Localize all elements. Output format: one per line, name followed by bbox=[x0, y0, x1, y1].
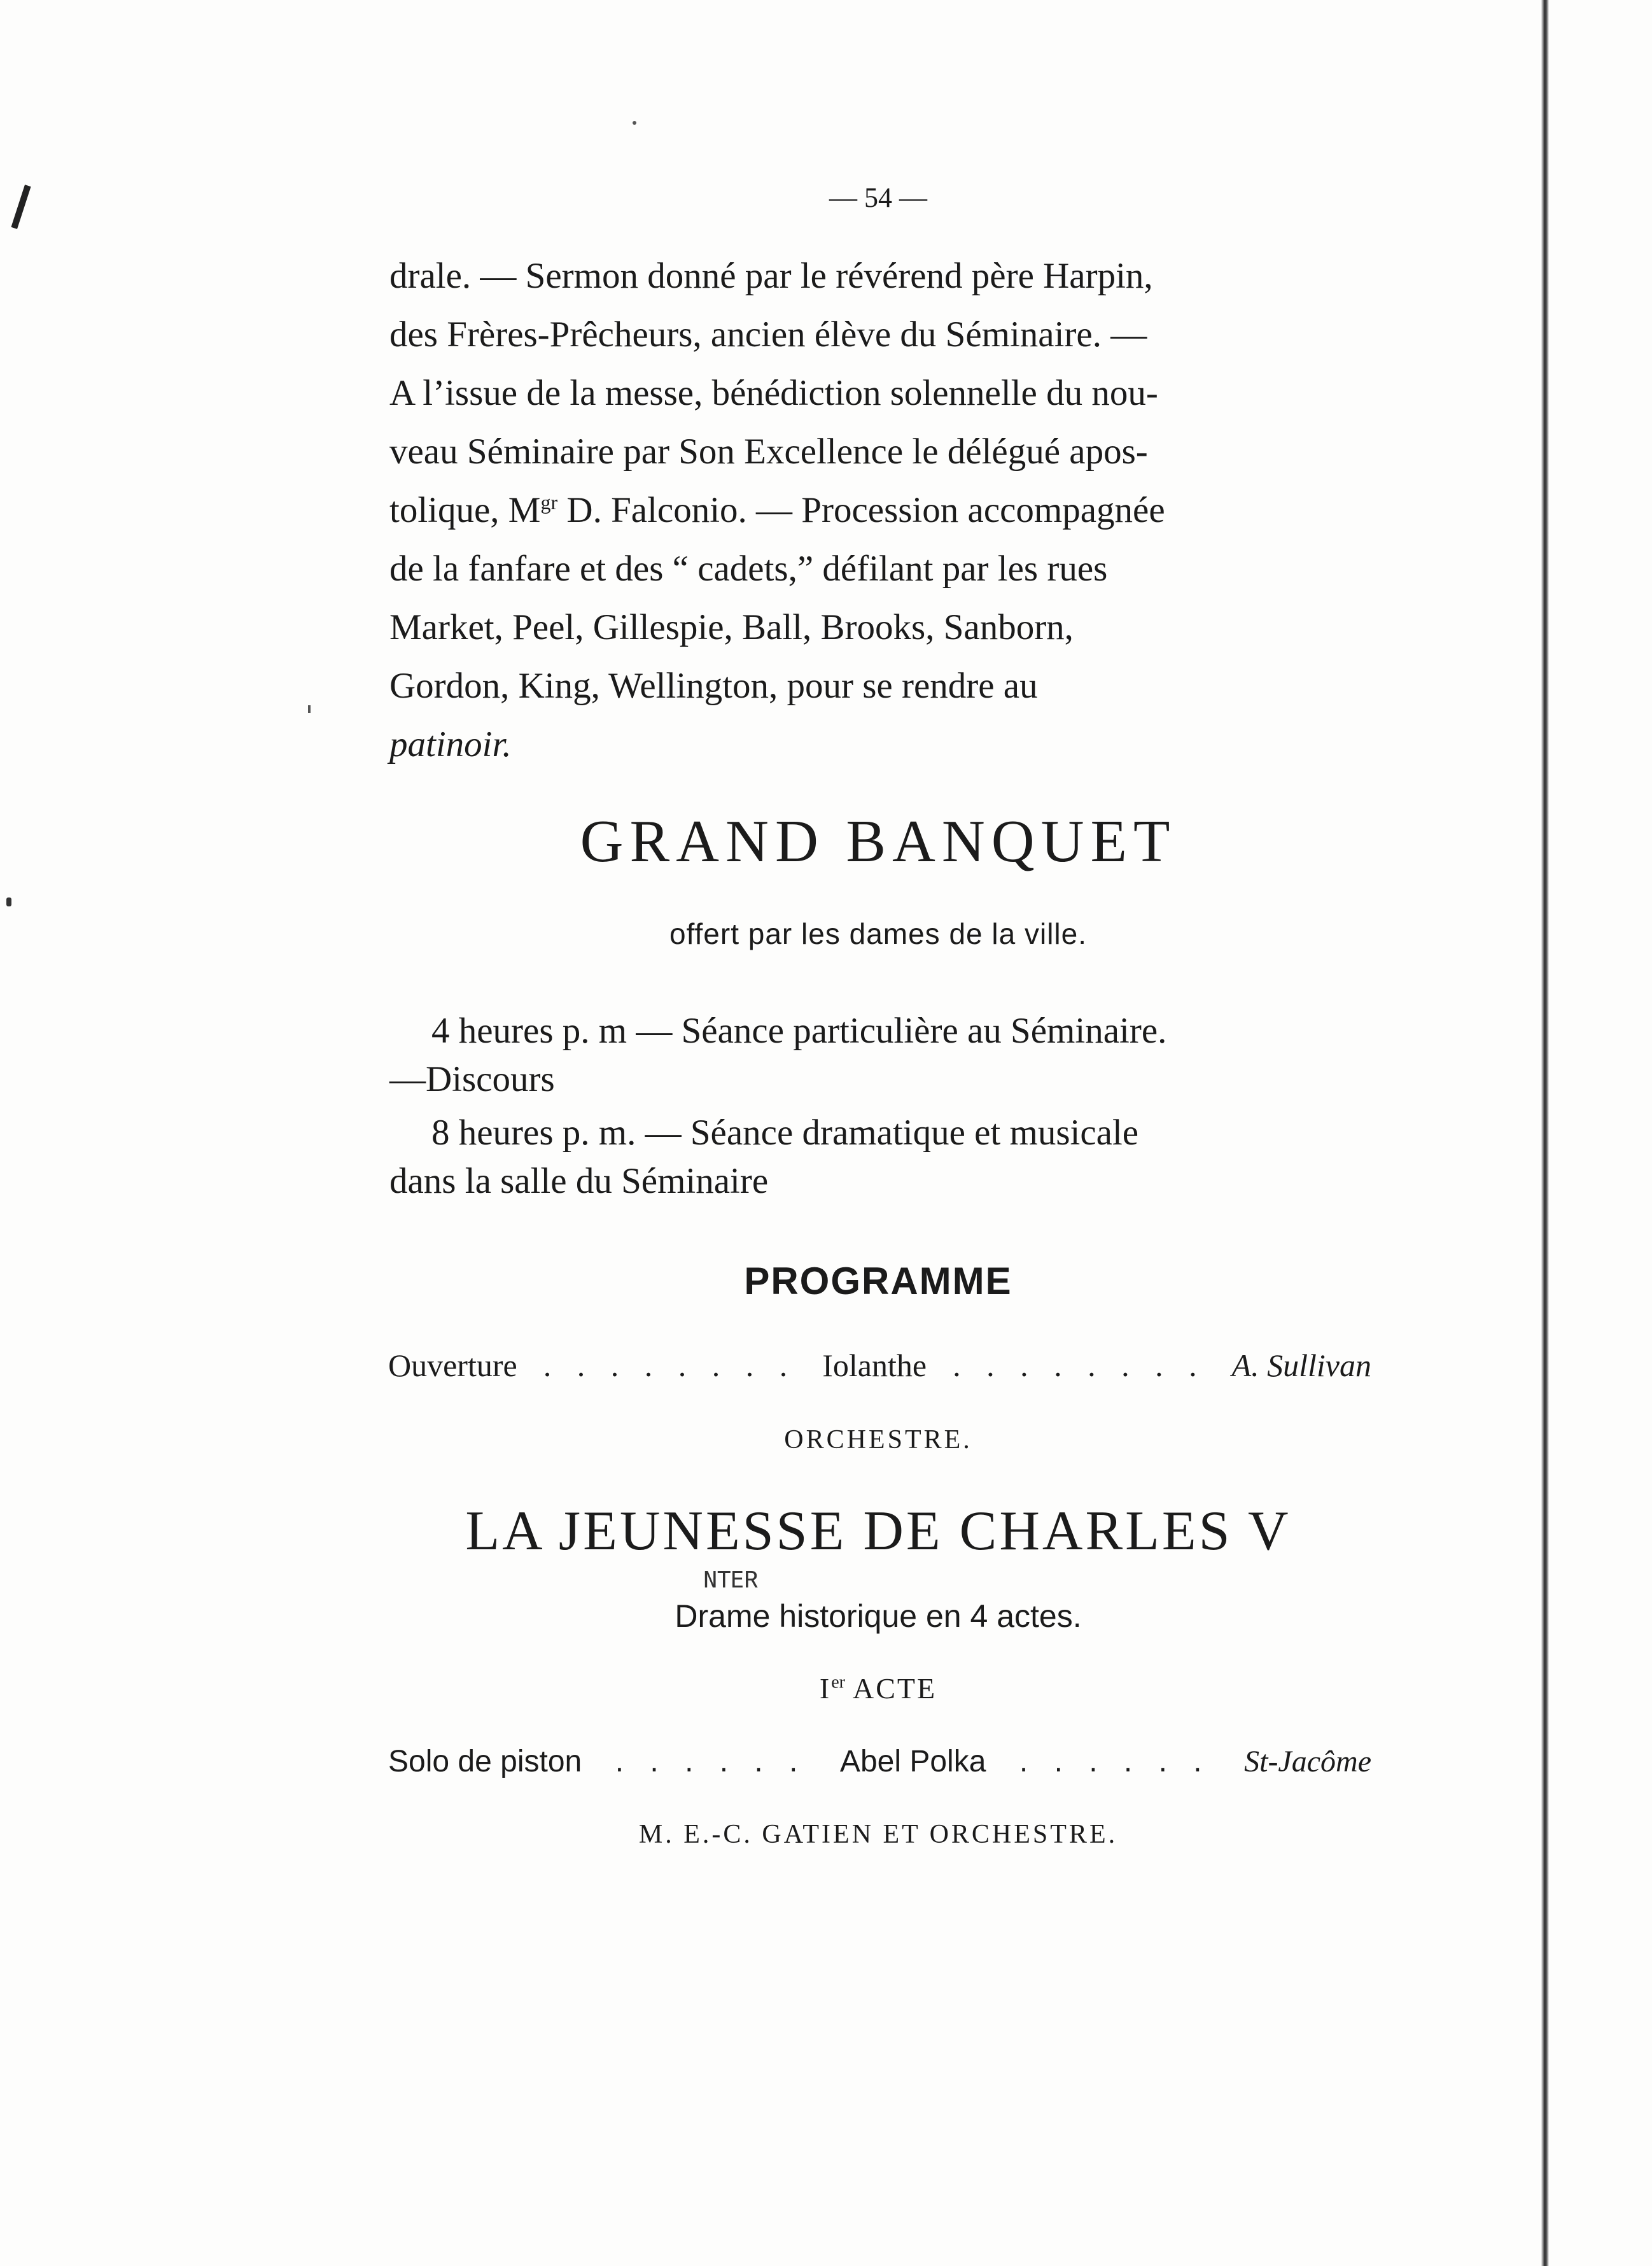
paragraph-line-part: D. Falconio. — Procession accompagnée bbox=[557, 490, 1165, 530]
leader-dots: . . . . . . bbox=[615, 1745, 807, 1778]
bleed-through-mark: ЯƎTИ bbox=[703, 1567, 759, 1593]
schedule-line bbox=[389, 1007, 1369, 1055]
spacer bbox=[389, 1104, 1369, 1109]
programme-heading: PROGRAMME bbox=[744, 1260, 1012, 1302]
page-binding-edge bbox=[1541, 0, 1549, 2266]
document-page bbox=[382, 0, 1375, 2266]
scan-artifact bbox=[308, 705, 311, 713]
leader-dots: . . . . . . bbox=[1019, 1745, 1211, 1778]
programme-entry bbox=[388, 1744, 1371, 1779]
paragraph-line-text: Market, Peel, Gillespie, Ball, Brooks, Sanborn, bbox=[389, 607, 1074, 647]
page-number: — 54 — bbox=[829, 182, 927, 213]
schedule-text: dans la salle du Séminaire bbox=[389, 1161, 769, 1201]
leader-dots: . . . . . . . . bbox=[543, 1348, 797, 1383]
entry-performer: M. E.-C. GATIEN ET ORCHESTRE. bbox=[638, 1820, 1118, 1849]
entry-composer: St-Jacôme bbox=[1244, 1745, 1372, 1778]
paragraph-line-text: patinoir. bbox=[389, 724, 512, 764]
paragraph-line bbox=[389, 306, 1369, 364]
entry-composer: A. Sullivan bbox=[1231, 1348, 1371, 1383]
act-heading bbox=[382, 1671, 1375, 1705]
schedule-line bbox=[389, 1055, 1369, 1104]
schedule bbox=[389, 1007, 1369, 1206]
schedule-text: 4 heures p. m — Séance particulière au Séminaire. bbox=[431, 1011, 1167, 1051]
body-paragraph bbox=[389, 247, 1369, 774]
paragraph-line-text: des Frères-Prêcheurs, ancien élève du Séminaire. — bbox=[389, 314, 1147, 355]
act-number-suffix: er bbox=[831, 1672, 845, 1692]
play-subtitle: Drame historique en 4 actes. bbox=[675, 1598, 1082, 1634]
paragraph-line-text: drale. — Sermon donné par le révérend père Harpin, bbox=[389, 256, 1153, 296]
paragraph-line bbox=[389, 364, 1369, 423]
entry-piece: Abel Polka bbox=[839, 1745, 986, 1778]
programme-entry bbox=[388, 1347, 1371, 1384]
act-word: ACTE bbox=[852, 1672, 937, 1705]
entry-title: Solo de piston bbox=[388, 1745, 582, 1778]
paragraph-line bbox=[389, 598, 1369, 657]
schedule-text: —Discours bbox=[389, 1059, 555, 1099]
paragraph-line bbox=[389, 247, 1369, 306]
paragraph-line bbox=[389, 715, 1369, 774]
paragraph-line-text: de la fanfare et des “ cadets,” défilant par les rues bbox=[389, 549, 1108, 589]
leader-dots: . . . . . . . . bbox=[953, 1348, 1206, 1383]
monseigneur-superscript: gr bbox=[540, 491, 558, 514]
entry-performer: ORCHESTRE. bbox=[784, 1425, 972, 1454]
paragraph-line bbox=[389, 481, 1369, 540]
banquet-subtitle: offert par les dames de la ville. bbox=[669, 917, 1088, 950]
schedule-text: 8 heures p. m. — Séance dramatique et musicale bbox=[431, 1113, 1139, 1153]
paragraph-line bbox=[389, 540, 1369, 598]
entry-title: Ouverture bbox=[388, 1348, 517, 1383]
paragraph-line-text: veau Séminaire par Son Excellence le délégué apos- bbox=[389, 432, 1148, 472]
banquet-heading: GRAND BANQUET bbox=[580, 808, 1177, 875]
paragraph-line bbox=[389, 423, 1369, 481]
paragraph-line-text bbox=[389, 481, 1165, 540]
paragraph-line bbox=[389, 657, 1369, 715]
scan-artifact bbox=[6, 897, 11, 906]
act-number: I bbox=[819, 1672, 832, 1705]
paragraph-line-text: Gordon, King, Wellington, pour se rendre au bbox=[389, 666, 1038, 706]
paragraph-line-part: tolique, M bbox=[389, 490, 541, 530]
schedule-line bbox=[389, 1157, 1369, 1206]
paragraph-line-text: A l’issue de la messe, bénédiction solennelle du nou- bbox=[389, 373, 1158, 413]
schedule-line bbox=[389, 1109, 1369, 1157]
entry-piece: Iolanthe bbox=[822, 1348, 927, 1383]
play-title: LA JEUNESSE DE CHARLES V bbox=[465, 1500, 1291, 1562]
